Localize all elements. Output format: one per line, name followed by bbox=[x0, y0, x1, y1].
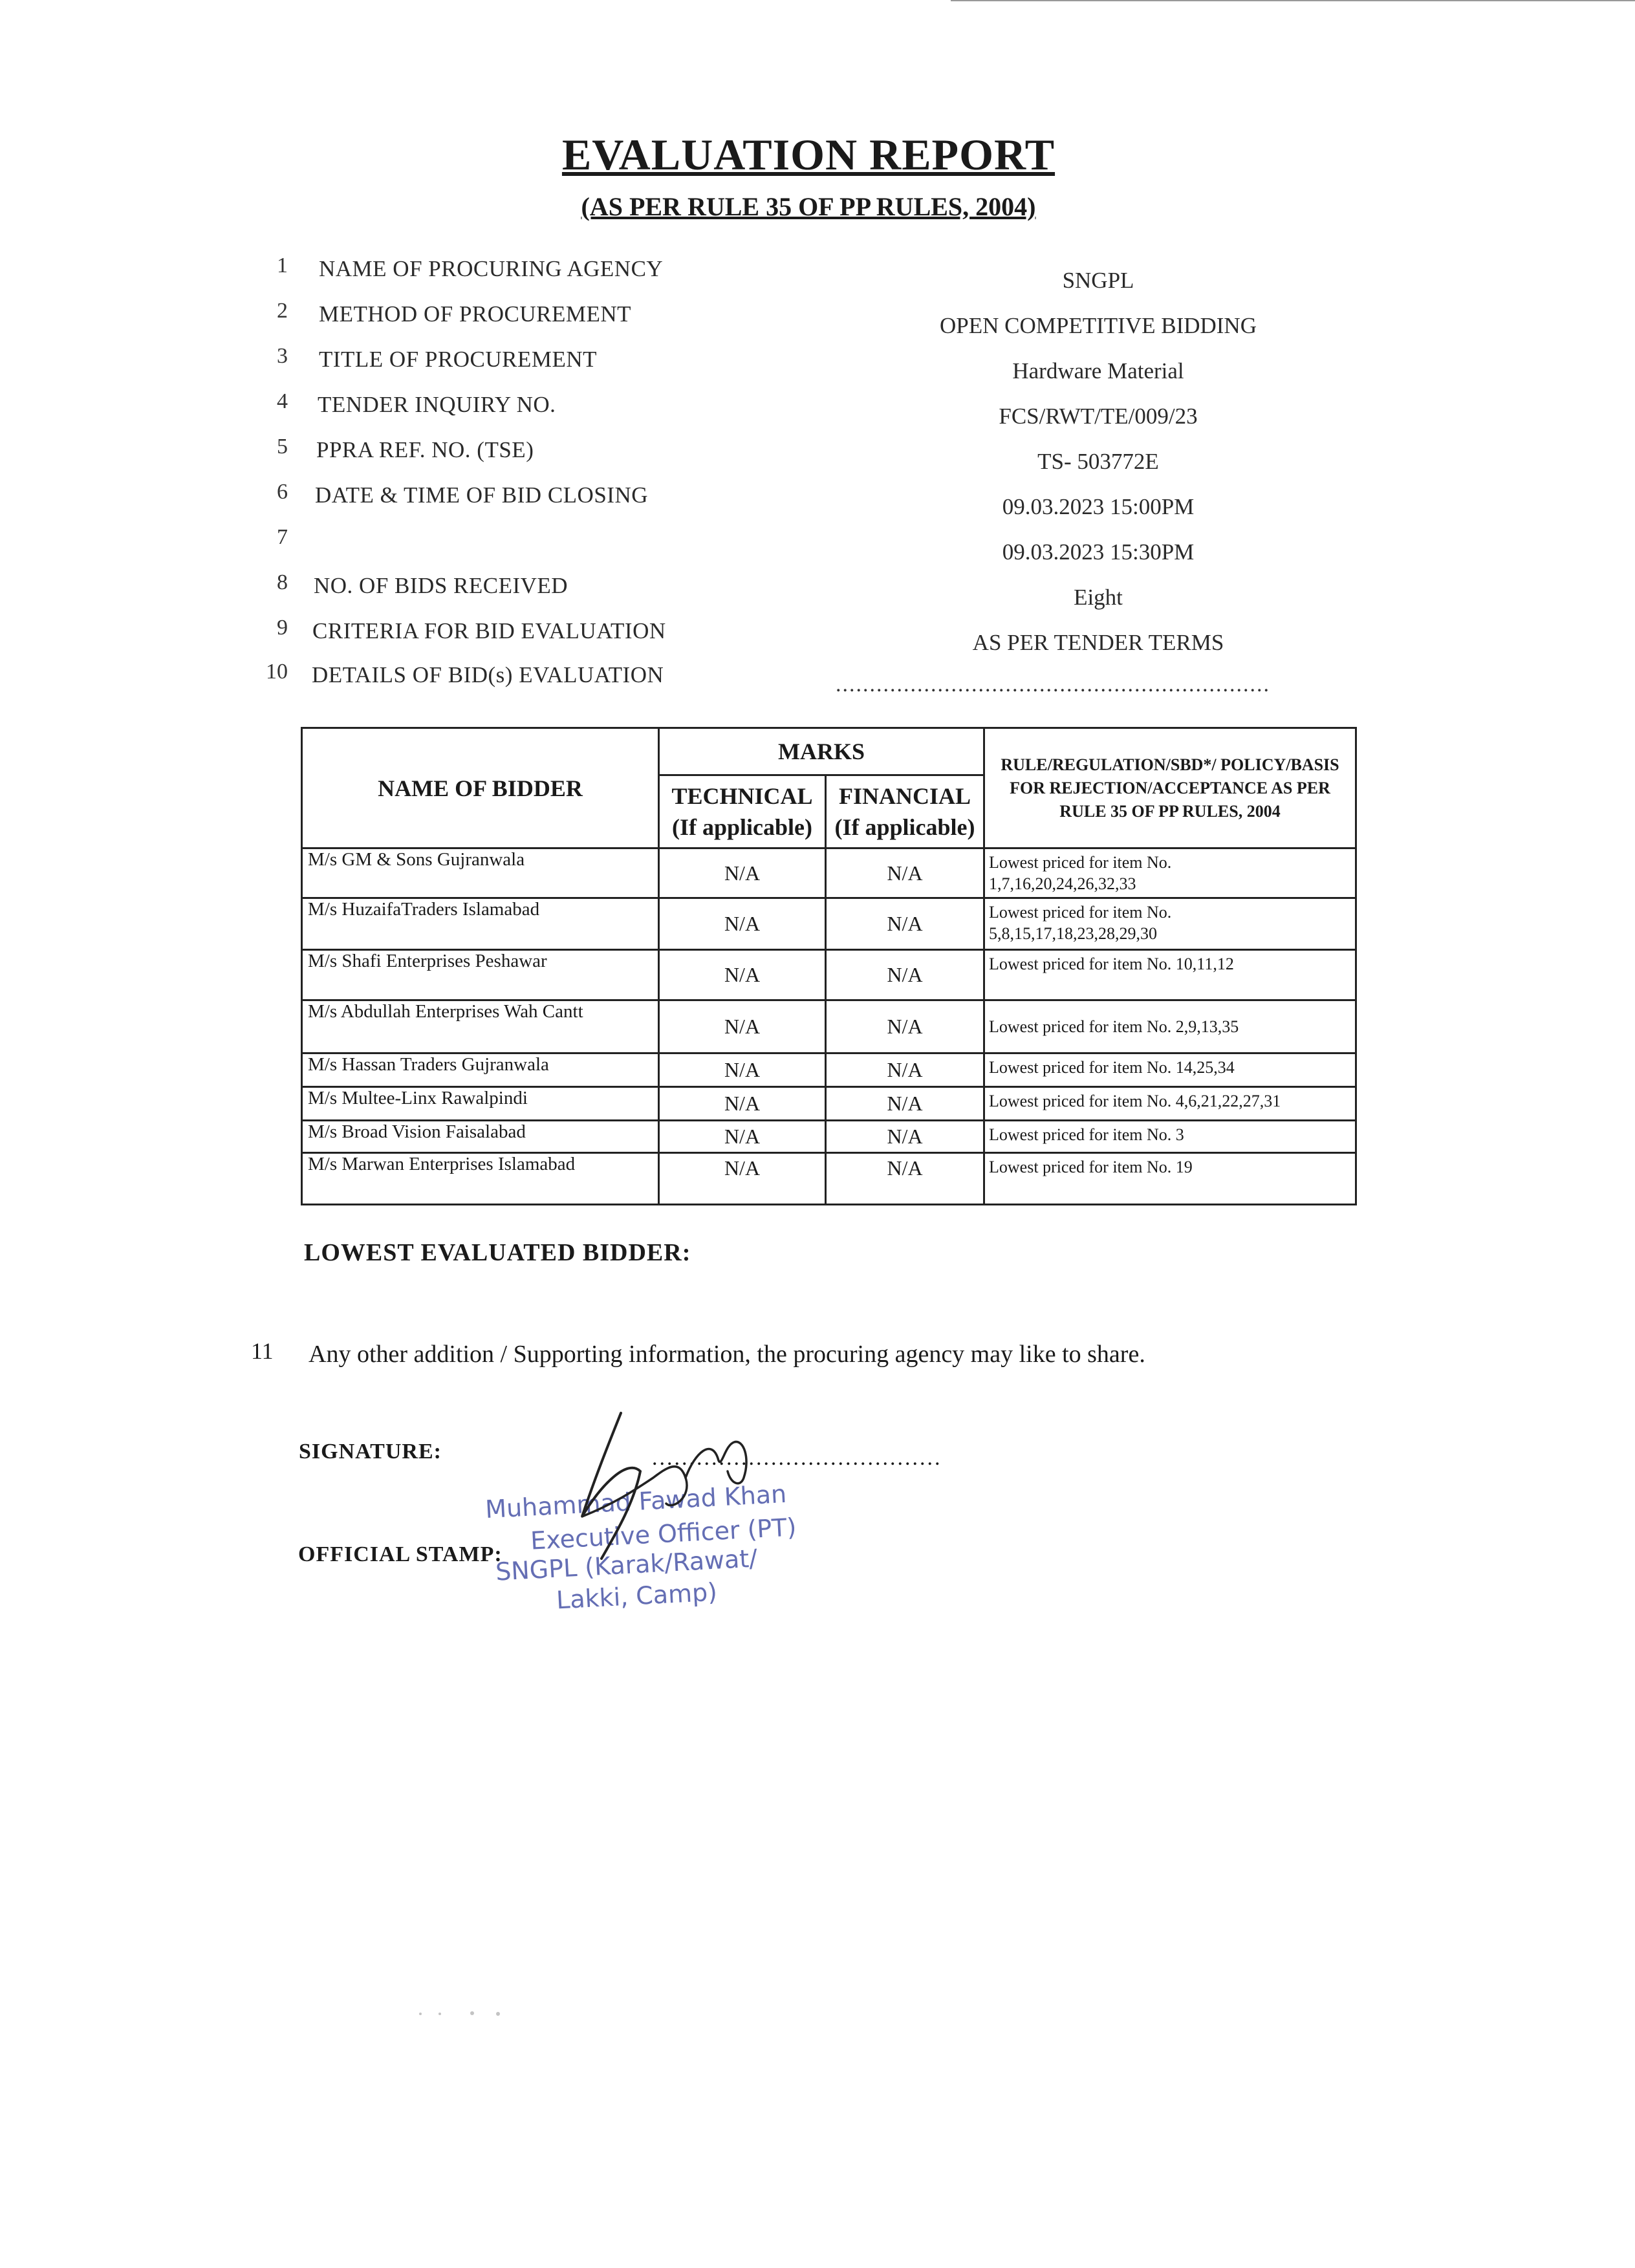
report-subtitle: (AS PER RULE 35 OF PP RULES, 2004) bbox=[581, 192, 1036, 221]
basis-line: Lowest priced for item No. bbox=[989, 853, 1172, 872]
technical-mark: N/A bbox=[659, 1153, 826, 1205]
financial-mark: N/A bbox=[826, 848, 984, 898]
header-financial-sub: (If applicable) bbox=[834, 814, 975, 840]
info-number: 2 bbox=[277, 299, 288, 323]
basis-cell bbox=[984, 1153, 1356, 1205]
bidder-name: M/s HuzaifaTraders Islamabad bbox=[302, 898, 659, 950]
info-value-ppra: TS- 503772E bbox=[1037, 449, 1159, 474]
basis-cell bbox=[984, 1000, 1356, 1053]
lowest-evaluated-bidder-label: LOWEST EVALUATED BIDDER: bbox=[304, 1239, 691, 1266]
info-value-opening: 09.03.2023 15:30PM bbox=[1002, 539, 1195, 565]
basis-cell bbox=[984, 1121, 1356, 1153]
info-label-criteria: CRITERIA FOR BID EVALUATION bbox=[312, 618, 666, 643]
table-row bbox=[302, 898, 1356, 950]
info-number: 3 bbox=[277, 344, 288, 368]
stamp-line: SNGPL (Karak/Rawat/ bbox=[495, 1544, 759, 1586]
info-label-title: TITLE OF PROCUREMENT bbox=[319, 347, 597, 372]
scan-smudge-marks bbox=[414, 2011, 530, 2016]
basis-line: 5,8,15,17,18,23,28,29,30 bbox=[989, 924, 1157, 943]
bidder-name: M/s Multee-Linx Rawalpindi bbox=[302, 1087, 659, 1121]
table-row bbox=[302, 1053, 1356, 1087]
info-value-closing: 09.03.2023 15:00PM bbox=[1002, 494, 1195, 519]
info-value-bids-received: Eight bbox=[1074, 585, 1123, 610]
financial-mark: N/A bbox=[826, 898, 984, 950]
header-marks: MARKS bbox=[659, 728, 984, 775]
table-row bbox=[302, 1087, 1356, 1121]
info-number: 7 bbox=[277, 525, 288, 549]
technical-mark: N/A bbox=[659, 1053, 826, 1087]
table-row bbox=[302, 950, 1356, 1000]
info-label-agency: NAME OF PROCURING AGENCY bbox=[319, 256, 664, 281]
stamp-line: Lakki, Camp) bbox=[556, 1577, 718, 1615]
financial-mark: N/A bbox=[826, 950, 984, 1000]
basis-line: Lowest priced for item No. bbox=[989, 903, 1172, 922]
info-number: 1 bbox=[277, 254, 288, 277]
basis-line: Lowest priced for item No. 2,9,13,35 bbox=[989, 1017, 1239, 1036]
bidder-name: M/s Hassan Traders Gujranwala bbox=[302, 1053, 659, 1087]
info-value-method: OPEN COMPETITIVE BIDDING bbox=[940, 313, 1257, 338]
table-row bbox=[302, 1000, 1356, 1053]
info-number: 5 bbox=[277, 435, 288, 459]
stamp-line: Muhammad Fawad Khan bbox=[484, 1479, 788, 1524]
item-11-text: Any other addition / Supporting information, the procuring agency may like to share. bbox=[309, 1341, 1145, 1368]
technical-mark: N/A bbox=[659, 1000, 826, 1053]
info-label-closing: DATE & TIME OF BID CLOSING bbox=[315, 482, 648, 508]
handwritten-signature bbox=[556, 1407, 770, 1562]
basis-cell bbox=[984, 1053, 1356, 1087]
financial-mark: N/A bbox=[826, 1121, 984, 1153]
report-title: EVALUATION REPORT bbox=[561, 130, 1056, 179]
basis-line: Lowest priced for item No. 14,25,34 bbox=[989, 1058, 1235, 1077]
info-label-details: DETAILS OF BID(s) EVALUATION bbox=[312, 662, 664, 687]
financial-mark: N/A bbox=[826, 1000, 984, 1053]
item-11-number: 11 bbox=[251, 1338, 274, 1364]
bid-evaluation-table bbox=[301, 727, 1357, 1205]
info-number: 9 bbox=[277, 616, 288, 640]
table-row bbox=[302, 848, 1356, 898]
basis-line: Lowest priced for item No. 19 bbox=[989, 1158, 1193, 1176]
technical-mark: N/A bbox=[659, 848, 826, 898]
financial-mark: N/A bbox=[826, 1087, 984, 1121]
info-label-method: METHOD OF PROCUREMENT bbox=[319, 301, 632, 327]
basis-line: 1,7,16,20,24,26,32,33 bbox=[989, 874, 1136, 893]
scan-edge-line bbox=[951, 0, 1635, 1]
scan-smudge bbox=[414, 2008, 530, 2013]
header-name-of-bidder: NAME OF BIDDER bbox=[302, 728, 659, 848]
technical-mark: N/A bbox=[659, 898, 826, 950]
basis-cell bbox=[984, 848, 1356, 898]
info-value-criteria: AS PER TENDER TERMS bbox=[972, 630, 1224, 655]
basis-cell bbox=[984, 1087, 1356, 1121]
basis-cell bbox=[984, 898, 1356, 950]
basis-line: Lowest priced for item No. 10,11,12 bbox=[989, 955, 1234, 973]
header-financial bbox=[826, 775, 984, 848]
official-stamp-label: OFFICIAL STAMP: bbox=[298, 1542, 503, 1566]
technical-mark: N/A bbox=[659, 1087, 826, 1121]
financial-mark: N/A bbox=[826, 1153, 984, 1205]
basis-line: Lowest priced for item No. 4,6,21,22,27,31 bbox=[989, 1092, 1281, 1110]
info-label-ppra: PPRA REF. NO. (TSE) bbox=[316, 437, 534, 462]
info-value-inquiry: FCS/RWT/TE/009/23 bbox=[999, 404, 1198, 429]
info-number: 4 bbox=[277, 389, 288, 413]
financial-mark: N/A bbox=[826, 1053, 984, 1087]
bidder-name: M/s Broad Vision Faisalabad bbox=[302, 1121, 659, 1153]
info-number: 6 bbox=[277, 480, 288, 504]
bidder-name: M/s Marwan Enterprises Islamabad bbox=[302, 1153, 659, 1205]
technical-mark: N/A bbox=[659, 950, 826, 1000]
signature-label: SIGNATURE: bbox=[299, 1440, 442, 1463]
stamp-line: Executive Officer (PT) bbox=[530, 1513, 797, 1555]
info-label-inquiry: TENDER INQUIRY NO. bbox=[318, 392, 556, 417]
basis-line: Lowest priced for item No. 3 bbox=[989, 1125, 1184, 1144]
bidder-name: M/s Abdullah Enterprises Wah Cantt bbox=[302, 1000, 659, 1053]
signature-dots: ....................................... bbox=[652, 1446, 942, 1470]
bidder-name: M/s GM & Sons Gujranwala bbox=[302, 848, 659, 898]
info-number: 8 bbox=[277, 570, 288, 594]
table-row bbox=[302, 1121, 1356, 1153]
table-row bbox=[302, 1153, 1356, 1205]
technical-mark: N/A bbox=[659, 1121, 826, 1153]
bidder-name: M/s Shafi Enterprises Peshawar bbox=[302, 950, 659, 1000]
info-value-agency: SNGPL bbox=[1062, 268, 1134, 293]
header-financial-label: FINANCIAL bbox=[838, 783, 971, 809]
info-value-details-dots: ................................................................ bbox=[836, 673, 1270, 697]
basis-cell bbox=[984, 950, 1356, 1000]
header-technical bbox=[659, 775, 826, 848]
info-number: 10 bbox=[266, 660, 288, 684]
header-technical-label: TECHNICAL bbox=[671, 783, 813, 809]
info-label-bids-received: NO. OF BIDS RECEIVED bbox=[314, 573, 568, 598]
header-rule-basis: RULE/REGULATION/SBD*/ POLICY/BASIS FOR REJECTION/ACCEPTANCE AS PER RULE 35 OF PP RULES, 2004 bbox=[984, 728, 1356, 848]
header-technical-sub: (If applicable) bbox=[671, 814, 812, 840]
info-value-title: Hardware Material bbox=[1012, 358, 1184, 383]
